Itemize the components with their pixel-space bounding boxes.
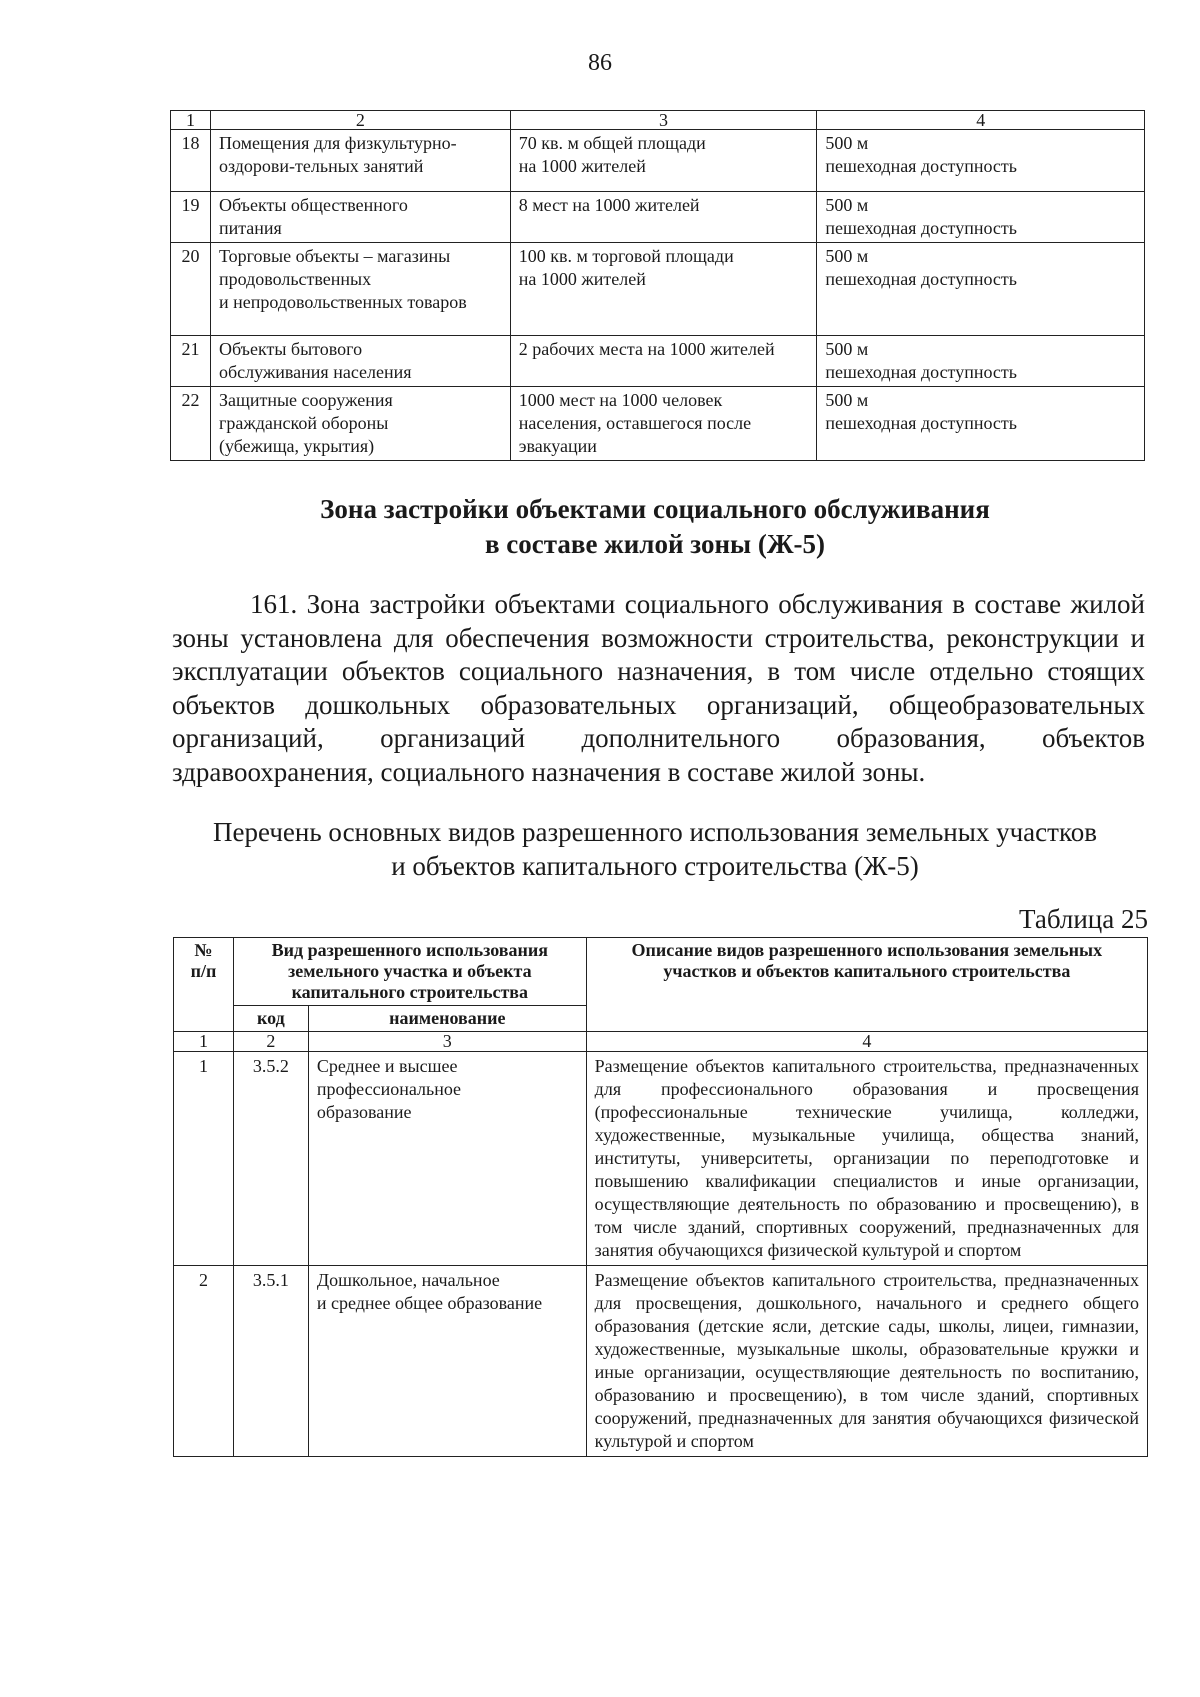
column-index-row <box>174 1032 1148 1052</box>
list-heading-line: Перечень основных видов разрешенного использования земельных участков <box>213 817 1097 847</box>
row-number: 2 <box>174 1266 234 1457</box>
table-caption: Таблица 25 <box>1019 904 1148 934</box>
row-number: 1 <box>174 1052 234 1266</box>
facility-name: Объекты бытового обслуживания населения <box>210 336 510 387</box>
row-number: 19 <box>171 192 211 243</box>
use-description: Размещение объектов капитального строительства, предназначенных для профессионального образования и просвещения (профессиональные технические училища, колледжи, художественные, музыкальные училища, общества знаний, институты, университеты, организации по переподготовке и повышению квалификации специалистов и иные организации, осуществляющие деятельность по образованию и просвещению), в том числе зданий, спортивных сооружений, предназначенных для занятия обучающихся физической культурой и спортом <box>586 1052 1147 1266</box>
use-code: 3.5.1 <box>233 1266 308 1457</box>
facility-access: 500 м пешеходная доступность <box>817 130 1145 192</box>
table-header-row <box>174 938 1148 1006</box>
facility-access: 500 м пешеходная доступность <box>817 387 1145 461</box>
permitted-use-table <box>173 937 1148 1457</box>
header-code: код <box>233 1006 308 1032</box>
header-use: Вид разрешенного использования земельного участка и объекта капитального строительства <box>233 938 586 1006</box>
header-desc: Описание видов разрешенного использования земельных участков и объектов капитального строительства <box>586 938 1147 1032</box>
header-cell: 2 <box>210 111 510 130</box>
index-cell: 2 <box>233 1032 308 1052</box>
table-header-row <box>171 111 1145 130</box>
facilities-norms-table <box>170 110 1145 461</box>
facility-access: 500 м пешеходная доступность <box>817 192 1145 243</box>
use-code: 3.5.2 <box>233 1052 308 1266</box>
table-row <box>171 387 1145 461</box>
zone-heading-line: Зона застройки объектами социального обслуживания <box>320 494 990 524</box>
table-row <box>171 130 1145 192</box>
facility-norm: 70 кв. м общей площади на 1000 жителей <box>510 130 817 192</box>
facility-norm: 8 мест на 1000 жителей <box>510 192 817 243</box>
row-number: 20 <box>171 243 211 336</box>
list-heading <box>160 815 1150 883</box>
facility-name: Торговые объекты – магазины продовольственных и непродовольственных товаров <box>210 243 510 336</box>
table-row <box>171 243 1145 336</box>
facility-norm: 100 кв. м торговой площади на 1000 жителей <box>510 243 817 336</box>
facility-name: Помещения для физкультурно- оздорови-тельных занятий <box>210 130 510 192</box>
facility-name: Защитные сооружения гражданской обороны (убежища, укрытия) <box>210 387 510 461</box>
index-cell: 3 <box>308 1032 586 1052</box>
index-cell: 4 <box>586 1032 1147 1052</box>
row-number: 21 <box>171 336 211 387</box>
table-row <box>174 1266 1148 1457</box>
row-number: 22 <box>171 387 211 461</box>
use-name: Дошкольное, начальное и среднее общее образование <box>308 1266 586 1457</box>
header-cell: 1 <box>171 111 211 130</box>
row-number: 18 <box>171 130 211 192</box>
facility-name: Объекты общественного питания <box>210 192 510 243</box>
facility-norm: 2 рабочих места на 1000 жителей <box>510 336 817 387</box>
facility-norm: 1000 мест на 1000 человек населения, оставшегося после эвакуации <box>510 387 817 461</box>
table-row <box>171 336 1145 387</box>
facility-access: 500 м пешеходная доступность <box>817 336 1145 387</box>
use-name: Среднее и высшее профессиональное образование <box>308 1052 586 1266</box>
table-row <box>171 192 1145 243</box>
table-row <box>174 1052 1148 1266</box>
page-number: 86 <box>588 50 612 76</box>
header-cell: 4 <box>817 111 1145 130</box>
header-cell: 3 <box>510 111 817 130</box>
header-num: № п/п <box>174 938 234 1032</box>
index-cell: 1 <box>174 1032 234 1052</box>
zone-heading <box>160 492 1150 562</box>
list-heading-line: и объектов капитального строительства (Ж-5) <box>391 851 919 881</box>
use-description: Размещение объектов капитального строительства, предназначенных для просвещения, дошкольного, начального и среднего общего образования (детские ясли, детские сады, школы, лицеи, гимназии, художественные, музыкальные школы, образовательные кружки и иные организации, осуществляющие деятельность по воспитанию, образованию и просвещению), в том числе зданий, спортивных сооружений, предназначенных для занятия обучающихся физической культурой и спортом <box>586 1266 1147 1457</box>
zone-paragraph: 161. Зона застройки объектами социального обслуживания в составе жилой зоны установлена для обеспечения возможности строительства, реконструкции и эксплуатации объектов социального назначения, в том числе отдельно стоящих объектов дошкольных образовательных организаций, общеобразовательных организаций, организаций дополнительного образования, объектов здравоохранения, социального назначения в составе жилой зоны. <box>172 589 1145 787</box>
facility-access: 500 м пешеходная доступность <box>817 243 1145 336</box>
header-name: наименование <box>308 1006 586 1032</box>
zone-heading-line: в составе жилой зоны (Ж-5) <box>484 529 826 559</box>
